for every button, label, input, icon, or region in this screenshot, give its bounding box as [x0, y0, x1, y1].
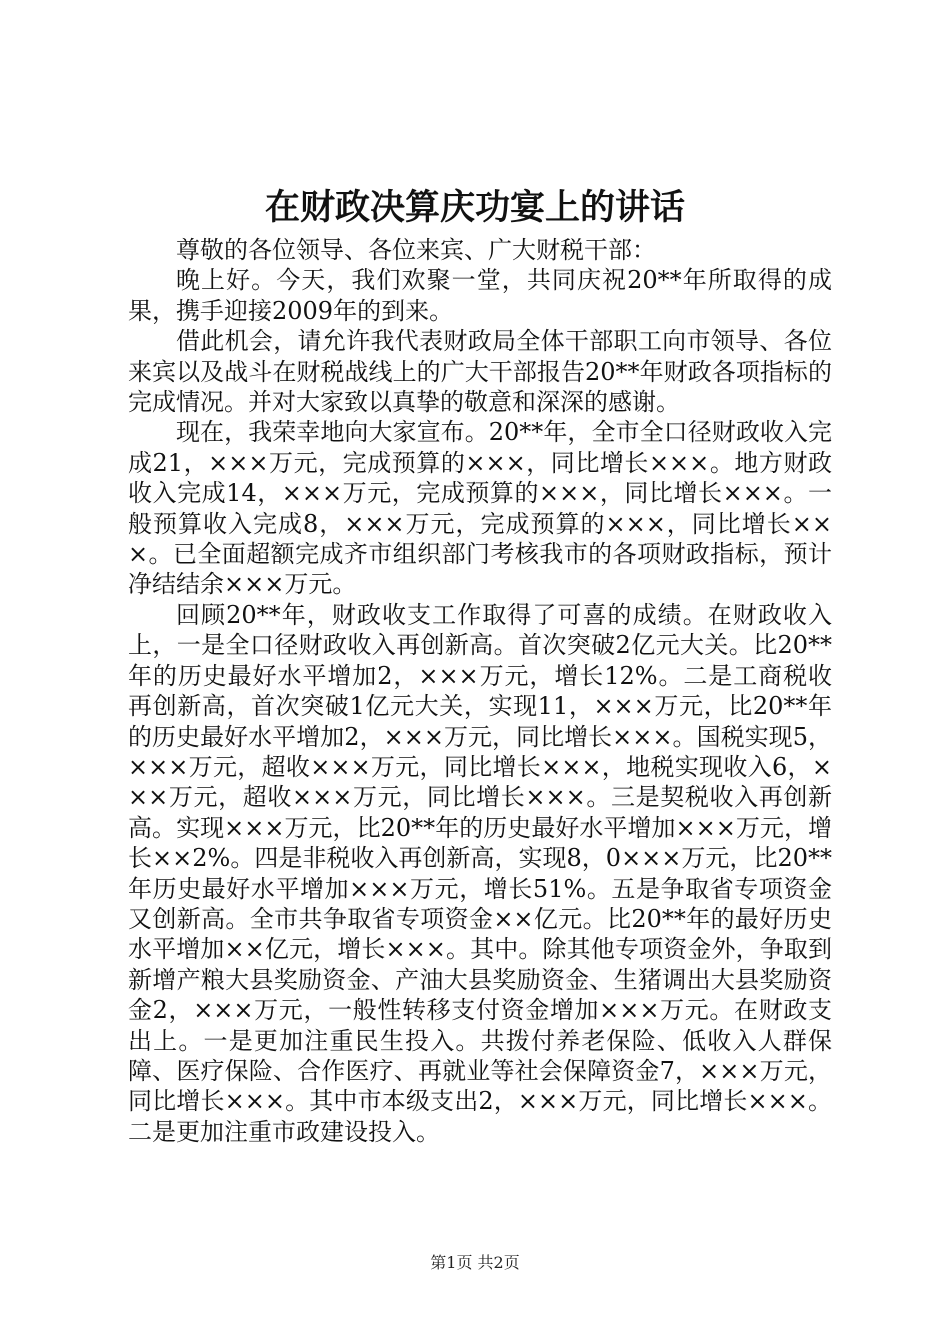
paragraph-review: 回顾20**年，财政收支工作取得了可喜的成绩。在财政收入上，一是全口径财政收入再创新高。首次突破2亿元大关。比20**年的历史最好水平增加2，×××万元，增长12%。二是工商税收再创新高，首次突破1亿元大关，实现11，×××万元，比20**年的历史最好水平增加2，×××万元，同比增长×××。国税实现5，×××万元，超收×××万元，同比增长×××，地税实现收入6，×××万元，超收×××万元，同比增长×××。三是契税收入再创新高。实现×××万元，比20**年的历史最好水平增加×××万元，增长××2%。四是非税收入再创新高，实现8，0×××万元，比20**年历史最好水平增加×××万元，增长51%。五是争取省专项资金又创新高。全市共争取省专项资金××亿元。比20**年的最好历史水平增加××亿元，增长×××。其中。除其他专项资金外，争取到新增产粮大县奖励资金、产油大县奖励资金、生猪调出大县奖励资金2，×××万元，一般性转移支付资金增加×××万元。在财政支出上。一是更加注重民生投入。共拨付养老保险、低收入人群保障、医疗保险、合作医疗、再就业等社会保障资金7，×××万元，同比增长×××。其中市本级支出2，×××万元，同比增长×××。二是更加注重市政建设投入。 — [128, 600, 832, 1146]
paragraph-greeting: 晚上好。今天，我们欢聚一堂，共同庆祝20**年所取得的成果，携手迎接2009年的到来。 — [128, 266, 832, 325]
paragraph-report-intro: 借此机会，请允许我代表财政局全体干部职工向市领导、各位来宾以及战斗在财税战线上的广大干部报告20**年财政各项指标的完成情况。并对大家致以真挚的敬意和深深的感谢。 — [128, 327, 832, 417]
paragraph-announcement: 现在，我荣幸地向大家宣布。20**年，全市全口径财政收入完成21，×××万元，完成预算的×××，同比增长×××。地方财政收入完成14，×××万元，完成预算的×××，同比增长×××。一般预算收入完成8，×××万元，完成预算的×××，同比增长×××。已全面超额完成齐市组织部门考核我市的各项财政指标，预计净结结余×××万元。 — [128, 418, 832, 599]
paragraph-salutation: 尊敬的各位领导、各位来宾、广大财税干部： — [176, 236, 656, 264]
page-number-footer: 第1页 共2页 — [430, 1253, 520, 1272]
document-body — [128, 235, 832, 1147]
document-title: 在财政决算庆功宴上的讲话 — [264, 187, 685, 228]
